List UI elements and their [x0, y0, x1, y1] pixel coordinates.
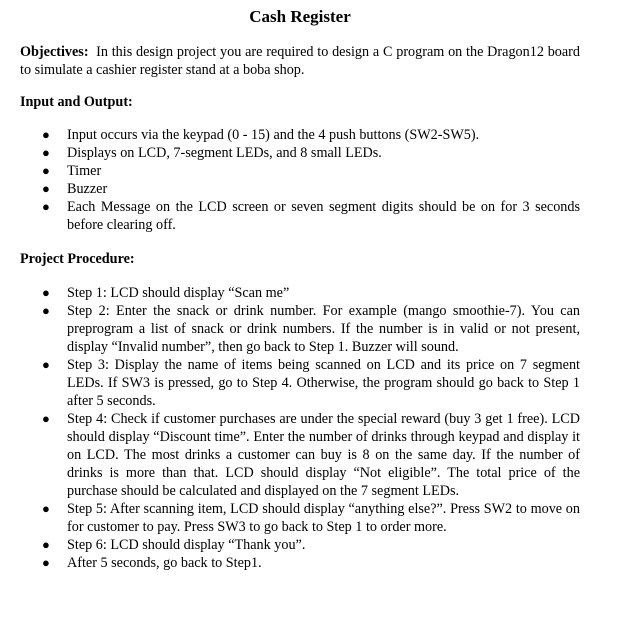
io-item-text: Input occurs via the keypad (0 - 15) and the 4 push buttons (SW2-SW5).: [67, 127, 480, 143]
procedure-step-text: Step 1: LCD should display “Scan me”: [67, 285, 290, 301]
objectives-label: Objectives:: [20, 44, 89, 60]
procedure-step-5: [20, 500, 580, 536]
io-item-text: Displays on LCD, 7-segment LEDs, and 8 small LEDs.: [67, 145, 382, 161]
bullet-icon: ●: [42, 127, 50, 142]
io-heading: Input and Output:: [20, 94, 133, 110]
objectives-paragraph: [20, 43, 580, 79]
procedure-step-3: [20, 356, 580, 410]
procedure-heading: Project Procedure:: [20, 251, 135, 267]
procedure-step-6: [20, 536, 580, 554]
io-item-displays: [20, 144, 580, 162]
procedure-step-text: Step 5: After scanning item, LCD should display “anything else?”. Press SW2 to move on for customer to pay. Press SW3 to go back to Step 1 to order more.: [67, 501, 580, 535]
bullet-icon: ●: [42, 501, 50, 516]
objectives-text: In this design project you are required to design a C program on the Dragon12 board to simulate a cashier register stand at a boba shop.: [20, 44, 581, 78]
io-item-message-duration: [20, 198, 580, 234]
procedure-step-text: Step 3: Display the name of items being scanned on LCD and its price on 7 segment LEDs. If SW3 is pressed, go to Step 4. Otherwise, the program should go back to Step 1 after 5 seconds.: [67, 357, 580, 409]
procedure-step-text: After 5 seconds, go back to Step1.: [67, 555, 262, 571]
io-list: [20, 126, 580, 234]
io-item-buzzer: [20, 180, 580, 198]
procedure-step-2: [20, 302, 580, 356]
bullet-icon: ●: [42, 199, 50, 214]
io-item-text: Each Message on the LCD screen or seven segment digits should be on for 3 seconds before clearing off.: [67, 199, 580, 233]
page-title: Cash Register: [249, 7, 351, 26]
bullet-icon: ●: [42, 357, 50, 372]
procedure-step-final: [20, 554, 580, 572]
io-item-timer: [20, 162, 580, 180]
bullet-icon: ●: [42, 163, 50, 178]
io-item-text: Timer: [67, 163, 102, 179]
bullet-icon: ●: [42, 555, 50, 570]
bullet-icon: ●: [42, 537, 50, 552]
document-page: [20, 6, 580, 572]
io-item-keypad: [20, 126, 580, 144]
procedure-step-text: Step 6: LCD should display “Thank you”.: [67, 537, 306, 553]
bullet-icon: ●: [42, 411, 50, 426]
bullet-icon: ●: [42, 181, 50, 196]
procedure-step-text: Step 4: Check if customer purchases are under the special reward (buy 3 get 1 free). LCD should display “Discount time”. Enter the number of drinks through keypad and display it on LCD. The most drinks a customer can buy is 8 on the same day. If the number of drinks is more than that. LCD should display “Not eligible”. The total price of the purchase should be calculated and displayed on the 7 segment LEDs.: [67, 411, 580, 499]
bullet-icon: ●: [42, 303, 50, 318]
procedure-step-4: [20, 410, 580, 500]
bullet-icon: ●: [42, 145, 50, 160]
bullet-icon: ●: [42, 285, 50, 300]
procedure-step-text: Step 2: Enter the snack or drink number. For example (mango smoothie-7). You can preprogram a list of snack or drink numbers. If the number is in valid or not present, display “Invalid number”, then go back to Step 1. Buzzer will sound.: [67, 303, 580, 355]
procedure-list: [20, 284, 580, 572]
procedure-step-1: [20, 284, 580, 302]
io-item-text: Buzzer: [67, 181, 108, 197]
